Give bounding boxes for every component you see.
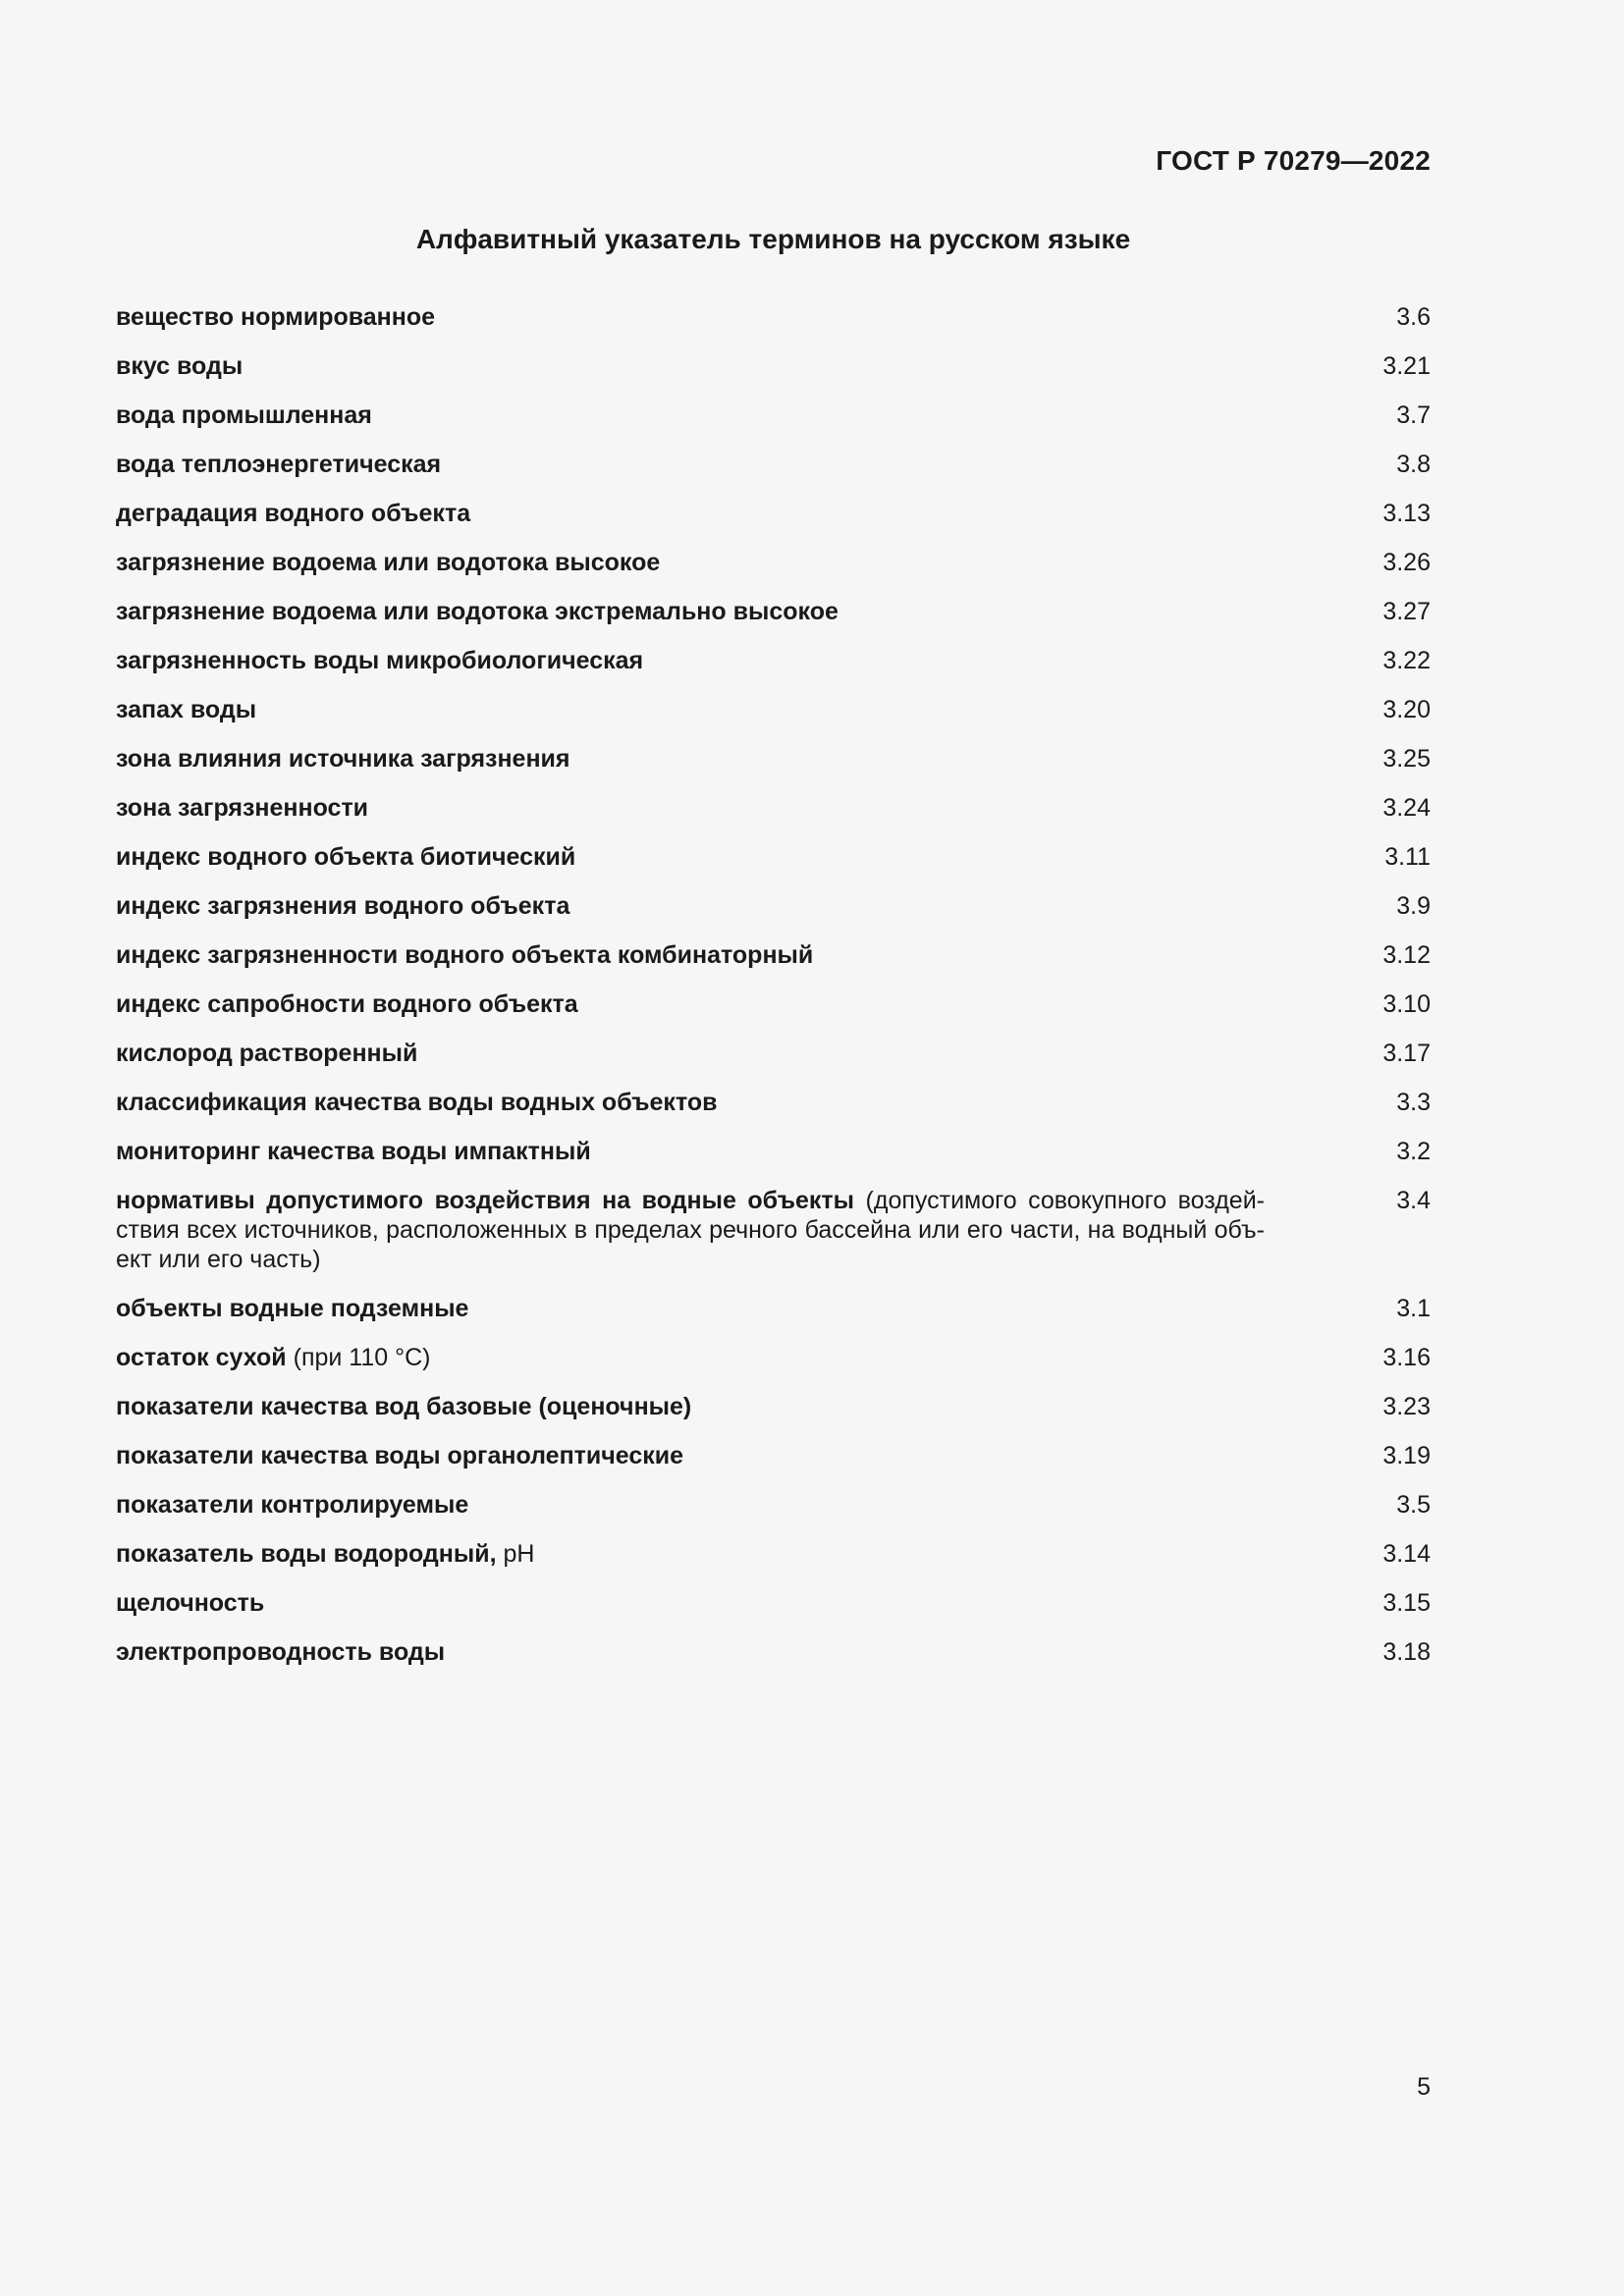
entry-term: индекс сапробности водного объекта: [116, 990, 578, 1018]
entry-term: индекс загрязнения водного объекта: [116, 892, 570, 920]
entry-text: [116, 400, 1265, 430]
index-entry: [116, 1490, 1431, 1520]
entry-term: показатели качества воды органолептические: [116, 1442, 684, 1469]
index-entry: [116, 548, 1431, 577]
entry-text: [116, 1637, 1265, 1667]
index-entry: [116, 646, 1431, 675]
entry-text: [116, 940, 1265, 970]
entry-section-ref: 3.27: [1382, 598, 1431, 625]
entry-term: остаток сухой: [116, 1344, 287, 1371]
entry-section-ref: 3.17: [1382, 1040, 1431, 1067]
entry-text: [116, 891, 1265, 921]
term-index-list: [116, 302, 1431, 1686]
entry-section-ref: 3.13: [1382, 500, 1431, 527]
index-entry: [116, 891, 1431, 921]
entry-text: [116, 1088, 1265, 1117]
entry-text: [116, 499, 1265, 528]
index-entry: [116, 597, 1431, 626]
entry-text: [116, 1343, 1265, 1372]
entry-text: [116, 744, 1265, 774]
entry-text: [116, 1186, 1265, 1274]
entry-section-ref: 3.14: [1382, 1540, 1431, 1568]
index-entry: [116, 1392, 1431, 1421]
entry-term: электропроводность воды: [116, 1638, 446, 1666]
entry-note: (допустимого совокупного воздей-ствия всех источников, расположенных в пределах речного бассейна или его части, на водный объ-ект или его часть): [116, 1187, 1265, 1273]
entry-term: показатель воды водородный,: [116, 1540, 497, 1568]
entry-section-ref: 3.22: [1382, 647, 1431, 674]
entry-text: [116, 1294, 1265, 1323]
entry-section-ref: 3.3: [1396, 1089, 1431, 1116]
index-entry: [116, 842, 1431, 872]
document-code: ГОСТ Р 70279—2022: [1156, 145, 1431, 176]
entry-term: классификация качества воды водных объектов: [116, 1089, 718, 1116]
entry-section-ref: 3.1: [1396, 1295, 1431, 1322]
entry-text: [116, 695, 1265, 724]
entry-section-ref: 3.10: [1382, 990, 1431, 1018]
index-entry: [116, 351, 1431, 381]
index-entry: [116, 1637, 1431, 1667]
entry-section-ref: 3.18: [1382, 1638, 1431, 1666]
entry-section-ref: 3.15: [1382, 1589, 1431, 1617]
entry-text: [116, 1539, 1265, 1569]
entry-text: [116, 1392, 1265, 1421]
entry-term: кислород растворенный: [116, 1040, 418, 1067]
index-title: Алфавитный указатель терминов на русском языке: [415, 224, 1131, 254]
index-entry: [116, 1088, 1431, 1117]
entry-section-ref: 3.11: [1384, 843, 1431, 871]
entry-term: индекс загрязненности водного объекта комбинаторный: [116, 941, 814, 969]
entry-term: загрязнение водоема или водотока экстремально высокое: [116, 598, 839, 625]
entry-term: объекты водные подземные: [116, 1295, 469, 1322]
entry-text: [116, 842, 1265, 872]
index-entry: [116, 499, 1431, 528]
entry-term: щелочность: [116, 1589, 265, 1617]
entry-term: нормативы допустимого воздействия на водные объекты: [116, 1187, 855, 1214]
entry-text: [116, 302, 1265, 332]
entry-section-ref: 3.8: [1396, 451, 1431, 478]
entry-section-ref: 3.5: [1396, 1491, 1431, 1519]
index-entry: [116, 1539, 1431, 1569]
entry-section-ref: 3.26: [1382, 549, 1431, 576]
index-entry: [116, 1343, 1431, 1372]
index-entry: [116, 400, 1431, 430]
index-entry: [116, 1039, 1431, 1068]
entry-text: [116, 597, 1265, 626]
index-entry: [116, 1294, 1431, 1323]
index-entry: [116, 940, 1431, 970]
entry-section-ref: 3.24: [1382, 794, 1431, 822]
entry-term: запах воды: [116, 696, 257, 723]
entry-text: [116, 1588, 1265, 1618]
index-entry: [116, 695, 1431, 724]
entry-section-ref: 3.9: [1396, 892, 1431, 920]
entry-text: [116, 1441, 1265, 1470]
index-entry: [116, 1186, 1431, 1274]
entry-section-ref: 3.4: [1396, 1187, 1431, 1214]
index-entry: [116, 1137, 1431, 1166]
page-number: 5: [1417, 2073, 1431, 2101]
entry-term: показатели качества вод базовые (оценочные): [116, 1393, 692, 1420]
entry-section-ref: 3.25: [1382, 745, 1431, 773]
entry-section-ref: 3.16: [1382, 1344, 1431, 1371]
entry-text: [116, 1490, 1265, 1520]
entry-term: вкус воды: [116, 352, 244, 380]
entry-term: вода промышленная: [116, 401, 372, 429]
entry-note: pH: [496, 1540, 535, 1568]
index-entry: [116, 1588, 1431, 1618]
entry-text: [116, 450, 1265, 479]
entry-section-ref: 3.12: [1382, 941, 1431, 969]
entry-note: (при 110 °С): [286, 1344, 431, 1371]
entry-section-ref: 3.7: [1396, 401, 1431, 429]
entry-term: загрязненность воды микробиологическая: [116, 647, 644, 674]
entry-section-ref: 3.23: [1382, 1393, 1431, 1420]
entry-text: [116, 351, 1265, 381]
entry-section-ref: 3.20: [1382, 696, 1431, 723]
entry-text: [116, 548, 1265, 577]
entry-term: вещество нормированное: [116, 303, 436, 331]
index-entry: [116, 1441, 1431, 1470]
index-entry: [116, 793, 1431, 823]
entry-text: [116, 989, 1265, 1019]
entry-term: загрязнение водоема или водотока высокое: [116, 549, 661, 576]
entry-section-ref: 3.19: [1382, 1442, 1431, 1469]
index-entry: [116, 302, 1431, 332]
entry-term: мониторинг качества воды импактный: [116, 1138, 591, 1165]
entry-term: зона влияния источника загрязнения: [116, 745, 570, 773]
entry-section-ref: 3.21: [1382, 352, 1431, 380]
entry-term: деградация водного объекта: [116, 500, 471, 527]
entry-text: [116, 1137, 1265, 1166]
entry-section-ref: 3.2: [1396, 1138, 1431, 1165]
index-entry: [116, 744, 1431, 774]
entry-text: [116, 1039, 1265, 1068]
entry-text: [116, 793, 1265, 823]
entry-term: индекс водного объекта биотический: [116, 843, 576, 871]
entry-term: показатели контролируемые: [116, 1491, 469, 1519]
index-entry: [116, 450, 1431, 479]
entry-term: зона загрязненности: [116, 794, 369, 822]
entry-text: [116, 646, 1265, 675]
index-entry: [116, 989, 1431, 1019]
entry-section-ref: 3.6: [1396, 303, 1431, 331]
entry-term: вода теплоэнергетическая: [116, 451, 442, 478]
